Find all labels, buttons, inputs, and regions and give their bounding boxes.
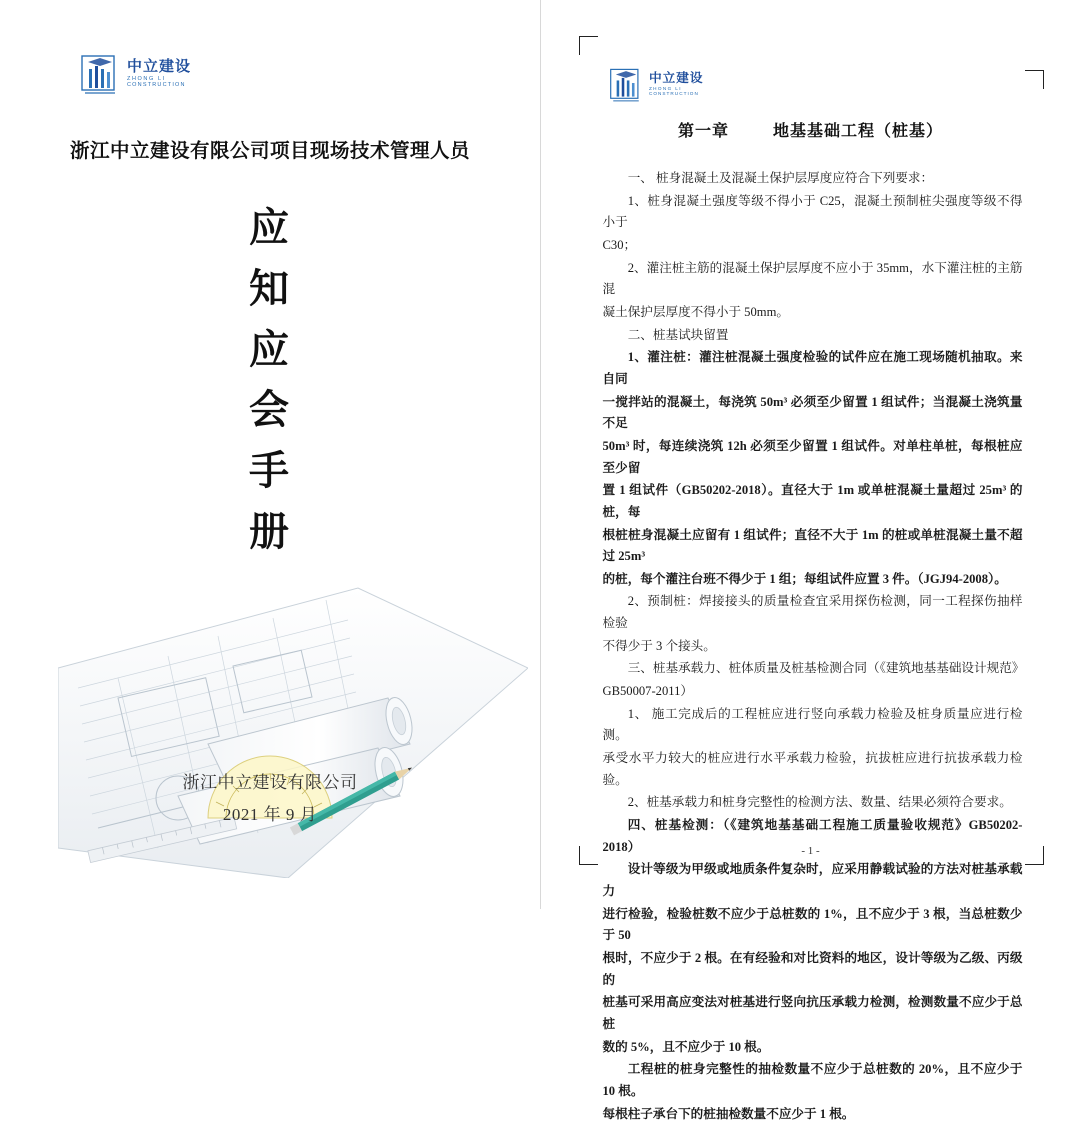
zhongli-logo-icon (609, 66, 643, 103)
logo-chinese-name: 中立建设 (648, 72, 702, 85)
body-paragraph: 置 1 组试件（GB50202-2018）。直径大于 1m 或单桩混凝土量超过 25m³ 的桩，每 (603, 480, 1023, 523)
body-paragraph: 工程桩的桩身完整性的抽检数量不应少于总桩数的 20%，且不应少于 10 根。 (603, 1059, 1023, 1102)
cover-title-char: 册 (0, 502, 540, 563)
body-paragraph: 1、 施工完成后的工程桩应进行竖向承载力检验及桩身质量应进行检测。 (603, 704, 1023, 747)
body-paragraph: 每根柱子承台下的桩抽检数量不应少于 1 根。 (603, 1104, 1023, 1126)
body-paragraph: 2、预制桩：焊接接头的质量检查宜采用探伤检测，同一工程探伤抽样检验 (603, 591, 1023, 634)
chapter-title: 地基基础工程（桩基） (773, 123, 943, 140)
body-paragraph: 四、桩基检测：（《建筑地基基础工程施工质量验收规范》GB50202-2018） (603, 815, 1023, 858)
body-paragraph: 2、灌注桩主筋的混凝土保护层厚度不应小于 35mm，水下灌注桩的主筋混 (603, 258, 1023, 301)
body-paragraph: 50m³ 时，每连续浇筑 12h 必须至少留置 1 组试件。对单柱单桩，每根桩应至少留 (603, 436, 1023, 479)
body-paragraph: 一搅拌站的混凝土，每浇筑 50m³ 必须至少留置 1 组试件；当混凝土浇筑量不足 (603, 392, 1023, 435)
body-paragraph: 2、桩基承载力和桩身完整性的检测方法、数量、结果必须符合要求。 (603, 792, 1023, 814)
logo-english-name: CONSTRUCTION (127, 83, 191, 89)
logo-english-name: CONSTRUCTION (648, 93, 702, 98)
body-paragraph: 凝土保护层厚度不得小于 50mm。 (603, 302, 1023, 324)
cover-title (0, 198, 540, 563)
body-paragraph: 二、桩基试块留置 (603, 325, 1023, 347)
blueprint-rolls-illustration (58, 548, 528, 878)
content-page (540, 0, 1080, 909)
body-paragraph: 承受水平力较大的桩应进行水平承载力检验，抗拔桩应进行抗拔承载力检验。 (603, 748, 1023, 791)
logo-pinyin: ZHONG LI (648, 87, 702, 92)
logo-pinyin: ZHONG LI (127, 77, 191, 83)
cover-subtitle: 浙江中立建设有限公司项目现场技术管理人员 (0, 135, 540, 163)
company-logo-header (609, 66, 703, 103)
cover-page (0, 0, 540, 909)
body-paragraph: 一、 桩身混凝土及混凝土保护层厚度应符合下列要求： (603, 168, 1023, 190)
cover-title-char: 应 (0, 198, 540, 259)
page-number: - 1 - (541, 845, 1080, 857)
body-paragraph: 不得少于 3 个接头。 (603, 636, 1023, 658)
crop-mark-top-left (579, 36, 598, 55)
company-logo (80, 52, 191, 96)
body-paragraph: 进行检验，检验桩数不应少于总桩数的 1%，且不应少于 3 根，当总桩数少于 50 (603, 904, 1023, 947)
body-paragraph: 数的 5%，且不应少于 10 根。 (603, 1037, 1023, 1059)
logo-text (127, 59, 191, 89)
body-paragraph: 1、桩身混凝土强度等级不得小于 C25，混凝土预制桩尖强度等级不得小于 (603, 191, 1023, 234)
zhongli-logo-icon (80, 52, 120, 96)
body-paragraph: 三、桩基承载力、桩体质量及桩基检测合同（《建筑地基基础设计规范》 (603, 658, 1023, 680)
body-paragraph: 桩基可采用高应变法对桩基进行竖向抗压承载力检测，检测数量不应少于总桩 (603, 992, 1023, 1035)
chapter-body (603, 168, 1023, 1126)
body-paragraph: C30； (603, 235, 1023, 257)
cover-title-char: 应 (0, 320, 540, 381)
chapter-heading (541, 118, 1080, 141)
body-paragraph: 1、灌注桩：灌注桩混凝土强度检验的试件应在施工现场随机抽取。来自同 (603, 347, 1023, 390)
body-paragraph: 的桩，每个灌注台班不得少于 1 组；每组试件应置 3 件。（JGJ94-2008）。 (603, 569, 1023, 591)
body-paragraph: GB50007-2011） (603, 681, 1023, 703)
body-paragraph: 根桩桩身混凝土应留有 1 组试件；直径不大于 1m 的桩或单桩混凝土量不超过 25m³ (603, 525, 1023, 568)
cover-title-char: 会 (0, 380, 540, 441)
logo-chinese-name: 中立建设 (127, 59, 191, 75)
cover-company-name: 浙江中立建设有限公司 (0, 768, 540, 793)
logo-text (648, 72, 702, 98)
cover-date: 2021 年 9 月 (0, 800, 540, 825)
body-paragraph: 设计等级为甲级或地质条件复杂时，应采用静载试验的方法对桩基承载力 (603, 859, 1023, 902)
cover-title-char: 知 (0, 259, 540, 320)
body-paragraph: 根时，不应少于 2 根。在有经验和对比资料的地区，设计等级为乙级、丙级的 (603, 948, 1023, 991)
chapter-label: 第一章 (678, 123, 729, 140)
crop-mark-top-right (1025, 70, 1044, 89)
cover-title-char: 手 (0, 441, 540, 502)
